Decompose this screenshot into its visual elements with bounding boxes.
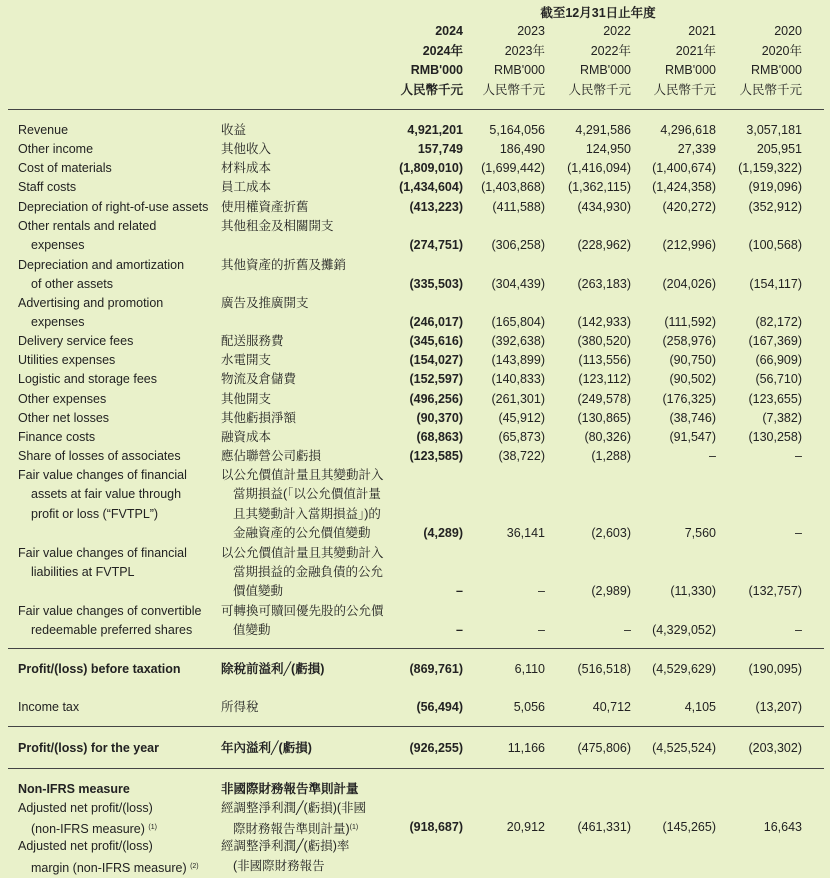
value-cell: (68,863)	[416, 430, 463, 444]
row-label-zh: 收益	[221, 123, 247, 137]
column-header-2024: 2024 2024年 RMB'000 人民幣千元	[400, 24, 463, 97]
value-cell: (66,909)	[755, 353, 802, 367]
row-label-zh: 當期損益(「以公允價值計量	[233, 487, 381, 501]
footnote-marker: (1)	[148, 824, 157, 831]
row-label-en: redeemable preferred shares	[31, 623, 193, 637]
value-cell: (190,095)	[748, 662, 802, 676]
row-label-en: Depreciation and amortization	[18, 258, 185, 272]
table-row	[0, 256, 830, 275]
value-cell: (4,329,052)	[652, 623, 716, 637]
value-cell: (90,502)	[669, 372, 716, 386]
value-cell: (420,272)	[662, 200, 716, 214]
value-cell: (1,699,442)	[481, 161, 545, 175]
value-cell: (926,255)	[409, 741, 463, 755]
value-cell: (45,912)	[498, 411, 545, 425]
value-cell: –	[795, 449, 802, 463]
value-cell: –	[624, 623, 631, 637]
row-label-zh: 其他資產的折舊及攤銷	[221, 258, 347, 272]
value-cell: (4,525,524)	[652, 741, 716, 755]
value-cell: (123,585)	[409, 449, 463, 463]
value-cell: (2,603)	[591, 526, 631, 540]
row-label-en: Non-IFRS measure	[18, 782, 130, 796]
value-cell: (1,159,322)	[738, 161, 802, 175]
value-cell: (434,930)	[577, 200, 631, 214]
value-cell: 20,912	[506, 820, 545, 834]
table-row	[0, 121, 830, 140]
value-cell: (82,172)	[755, 315, 802, 329]
value-cell: (274,751)	[409, 238, 463, 252]
value-cell: (258,976)	[662, 334, 716, 348]
value-cell: (461,331)	[577, 820, 631, 834]
row-label-zh: 水電開支	[221, 353, 272, 367]
row-label-en: Delivery service fees	[18, 334, 134, 348]
table-row	[0, 313, 830, 332]
row-label-en: Share of losses of associates	[18, 449, 181, 463]
value-cell: (1,288)	[591, 449, 631, 463]
value-cell: (4,529,629)	[652, 662, 716, 676]
value-cell: (154,027)	[409, 353, 463, 367]
value-cell: (113,556)	[578, 353, 631, 367]
row-label-zh: 經調整淨利潤╱(虧損)(非國	[221, 801, 367, 815]
row-label-zh: 應佔聯營公司虧損	[221, 449, 322, 463]
row-label-en: Utilities expenses	[18, 353, 116, 367]
value-cell: 157,749	[417, 142, 463, 156]
row-label-en: Other expenses	[18, 392, 107, 406]
row-label-en: margin (non-IFRS measure) $^{(2)}$	[31, 861, 199, 875]
value-cell: (130,258)	[748, 430, 802, 444]
table-row	[0, 390, 830, 409]
row-label-zh: 其他租金及相關開支	[221, 219, 334, 233]
value-cell: (345,616)	[409, 334, 463, 348]
value-cell: (167,369)	[748, 334, 802, 348]
value-cell: –	[795, 623, 802, 637]
row-label-zh: 價值變動	[233, 584, 284, 598]
row-label-en: assets at fair value through	[31, 487, 182, 501]
row-label-en: Depreciation of right-of-use assets	[18, 200, 209, 214]
divider-header	[8, 109, 824, 110]
value-cell: 4,105	[684, 700, 716, 714]
value-cell: 27,339	[677, 142, 716, 156]
value-cell: (111,592)	[664, 315, 716, 329]
value-cell: (56,494)	[416, 700, 463, 714]
row-label-zh: 融資成本	[221, 430, 272, 444]
value-cell: (91,547)	[669, 430, 716, 444]
value-cell: (11,330)	[670, 584, 716, 598]
row-label-en: Logistic and storage fees	[18, 372, 157, 386]
table-row	[0, 217, 830, 236]
value-cell: –	[456, 623, 463, 637]
table-row	[0, 409, 830, 428]
table-row	[0, 780, 830, 799]
value-cell: (123,112)	[578, 372, 631, 386]
table-row	[0, 837, 830, 856]
column-header-2022: 2022 2022年 RMB'000 人民幣千元	[568, 24, 631, 97]
value-cell: 3,057,181	[746, 123, 802, 137]
table-row	[0, 582, 830, 601]
table-row	[0, 505, 830, 524]
row-label-zh: 廣告及推廣開支	[221, 296, 309, 310]
value-cell: (413,223)	[409, 200, 463, 214]
column-header-2021: 2021 2021年 RMB'000 人民幣千元	[653, 24, 716, 97]
table-row	[0, 621, 830, 640]
row-label-zh: 其他開支	[221, 392, 272, 406]
row-label-en: expenses	[31, 315, 85, 329]
row-label-zh: 除稅前溢利╱(虧損)	[221, 662, 325, 676]
table-row	[0, 818, 830, 837]
row-label-zh: 以公允價值計量且其變動計入	[221, 546, 384, 560]
divider-before-year-result	[8, 726, 824, 727]
table-row	[0, 660, 830, 679]
table-row	[0, 485, 830, 504]
table-row	[0, 351, 830, 370]
table-row	[0, 563, 830, 582]
value-cell: 11,166	[507, 741, 545, 755]
value-cell: (1,809,010)	[399, 161, 463, 175]
value-cell: (142,933)	[577, 315, 631, 329]
row-label-en: Fair value changes of financial	[18, 546, 187, 560]
table-row	[0, 698, 830, 717]
value-cell: 4,296,618	[660, 123, 716, 137]
row-label-en: Adjusted net profit/(loss)	[18, 801, 153, 815]
value-cell: 7,560	[684, 526, 716, 540]
value-cell: (152,597)	[409, 372, 463, 386]
table-row	[0, 447, 830, 466]
row-label-zh: 非國際財務報告準則計量	[221, 782, 359, 796]
value-cell: (176,325)	[662, 392, 716, 406]
value-cell: (132,757)	[748, 584, 802, 598]
value-cell: (475,806)	[577, 741, 631, 755]
row-label-en: of other assets	[31, 277, 113, 291]
value-cell: (869,761)	[409, 662, 463, 676]
divider-before-taxation	[8, 648, 824, 649]
value-cell: 186,490	[499, 142, 545, 156]
table-row	[0, 466, 830, 485]
value-cell: 40,712	[592, 700, 631, 714]
value-cell: (38,722)	[498, 449, 545, 463]
value-cell: (1,403,868)	[481, 180, 545, 194]
row-label-en: expenses	[31, 238, 85, 252]
row-label-zh: (非國際財務報告	[233, 859, 325, 873]
value-cell: (212,996)	[662, 238, 716, 252]
value-cell: (145,265)	[662, 820, 716, 834]
value-cell: (90,750)	[669, 353, 716, 367]
row-label-en: Other net losses	[18, 411, 110, 425]
value-cell: (1,424,358)	[652, 180, 716, 194]
value-cell: (246,017)	[409, 315, 463, 329]
table-row	[0, 275, 830, 294]
row-label-en: profit or loss (“FVTPL”)	[31, 507, 159, 521]
value-cell: (154,117)	[749, 277, 802, 291]
value-cell: (123,655)	[748, 392, 802, 406]
row-label-zh: 年內溢利╱(虧損)	[221, 741, 312, 755]
value-cell: (130,865)	[577, 411, 631, 425]
value-cell: (65,873)	[498, 430, 545, 444]
value-cell: –	[538, 584, 545, 598]
value-cell: (335,503)	[409, 277, 463, 291]
row-label-zh: 使用權資產折舊	[221, 200, 309, 214]
value-cell: 124,950	[585, 142, 631, 156]
value-cell: (38,746)	[669, 411, 716, 425]
row-label-en: Cost of materials	[18, 161, 112, 175]
table-row	[0, 294, 830, 313]
row-label-en: (non-IFRS measure) $^{(1)}$	[31, 822, 157, 836]
value-cell: 4,291,586	[575, 123, 631, 137]
value-cell: (140,833)	[491, 372, 545, 386]
value-cell: (411,588)	[492, 200, 545, 214]
value-cell: –	[795, 526, 802, 540]
value-cell: (918,687)	[409, 820, 463, 834]
row-label-zh: 且其變動計入當期損益」)的	[233, 507, 381, 521]
row-label-zh: 值變動	[233, 623, 271, 637]
column-header-2020: 2020 2020年 RMB'000 人民幣千元	[739, 24, 802, 97]
value-cell: 5,056	[513, 700, 545, 714]
value-cell: 36,141	[506, 526, 545, 540]
value-cell: 205,951	[756, 142, 802, 156]
row-label-en: Other rentals and related	[18, 219, 157, 233]
table-row	[0, 236, 830, 255]
value-cell: (2,989)	[591, 584, 631, 598]
row-label-en: Other income	[18, 142, 94, 156]
table-row	[0, 524, 830, 543]
value-cell: (392,638)	[491, 334, 545, 348]
table-row	[0, 602, 830, 621]
table-row	[0, 198, 830, 217]
value-cell: (4,289)	[423, 526, 463, 540]
value-cell: 5,164,056	[489, 123, 545, 137]
row-label-en: Profit/(loss) for the year	[18, 741, 159, 755]
value-cell: (100,568)	[748, 238, 802, 252]
value-cell: (228,962)	[577, 238, 631, 252]
value-cell: –	[709, 449, 716, 463]
value-cell: (1,362,115)	[567, 180, 631, 194]
row-label-zh: 當期損益的金融負債的公允	[233, 565, 384, 579]
value-cell: –	[538, 623, 545, 637]
value-cell: (496,256)	[409, 392, 463, 406]
row-label-zh: 經調整淨利潤╱(虧損)率	[221, 839, 350, 853]
value-cell: (203,302)	[748, 741, 802, 755]
row-label-en: Fair value changes of financial	[18, 468, 187, 482]
value-cell: (263,183)	[577, 277, 631, 291]
table-row	[0, 739, 830, 758]
value-cell: (261,301)	[491, 392, 545, 406]
value-cell: 6,110	[514, 662, 545, 676]
row-label-zh: 可轉換可贖回優先股的公允價	[221, 604, 384, 618]
row-label-zh: 際財務報告準則計量)$^{(1)}$	[233, 822, 359, 836]
table-row	[0, 178, 830, 197]
value-cell: (90,370)	[416, 411, 463, 425]
value-cell: 16,643	[763, 820, 802, 834]
divider-before-non-ifrs	[8, 768, 824, 769]
row-label-zh: 以公允價值計量且其變動計入	[221, 468, 384, 482]
value-cell: (204,026)	[662, 277, 716, 291]
table-row	[0, 159, 830, 178]
value-cell: (249,578)	[577, 392, 631, 406]
row-label-zh: 材料成本	[221, 161, 272, 175]
table-row	[0, 799, 830, 818]
value-cell: (13,207)	[755, 700, 802, 714]
value-cell: –	[456, 584, 463, 598]
table-row	[0, 544, 830, 563]
row-label-zh: 配送服務費	[221, 334, 284, 348]
value-cell: (306,258)	[491, 238, 545, 252]
value-cell: (165,804)	[491, 315, 545, 329]
row-label-en: Staff costs	[18, 180, 77, 194]
value-cell: (56,710)	[755, 372, 802, 386]
value-cell: (516,518)	[577, 662, 631, 676]
footnote-marker: (1)	[349, 824, 359, 831]
value-cell: (1,416,094)	[567, 161, 631, 175]
value-cell: (1,434,604)	[399, 180, 463, 194]
period-heading: 截至12月31日止年度	[540, 6, 656, 20]
row-label-en: Income tax	[18, 700, 80, 714]
value-cell: (1,400,674)	[652, 161, 716, 175]
value-cell: (7,382)	[762, 411, 802, 425]
value-cell: (80,326)	[584, 430, 631, 444]
row-label-en: Finance costs	[18, 430, 96, 444]
row-label-en: Advertising and promotion	[18, 296, 164, 310]
row-label-en: liabilities at FVTPL	[31, 565, 135, 579]
value-cell: (919,096)	[748, 180, 802, 194]
row-label-en: Adjusted net profit/(loss)	[18, 839, 153, 853]
column-header-2023: 2023 2023年 RMB'000 人民幣千元	[482, 24, 545, 97]
table-row	[0, 332, 830, 351]
row-label-zh: 其他收入	[221, 142, 272, 156]
row-label-en: Revenue	[18, 123, 69, 137]
row-label-en: Fair value changes of convertible	[18, 604, 202, 618]
row-label-zh: 所得稅	[221, 700, 259, 714]
value-cell: (143,899)	[491, 353, 545, 367]
row-label-en: Profit/(loss) before taxation	[18, 662, 181, 676]
value-cell: (352,912)	[748, 200, 802, 214]
table-row	[0, 857, 830, 876]
value-cell: (304,439)	[491, 277, 545, 291]
value-cell: (380,520)	[577, 334, 631, 348]
row-label-zh: 員工成本	[221, 180, 272, 194]
table-row	[0, 370, 830, 389]
row-label-zh: 金融資產的公允價值變動	[233, 526, 371, 540]
row-label-zh: 其他虧損淨額	[221, 411, 297, 425]
value-cell: 4,921,201	[407, 123, 463, 137]
table-row	[0, 140, 830, 159]
table-header	[0, 0, 830, 110]
footnote-marker: (2)	[190, 863, 199, 870]
row-label-zh: 物流及倉儲費	[221, 372, 297, 386]
table-row	[0, 428, 830, 447]
